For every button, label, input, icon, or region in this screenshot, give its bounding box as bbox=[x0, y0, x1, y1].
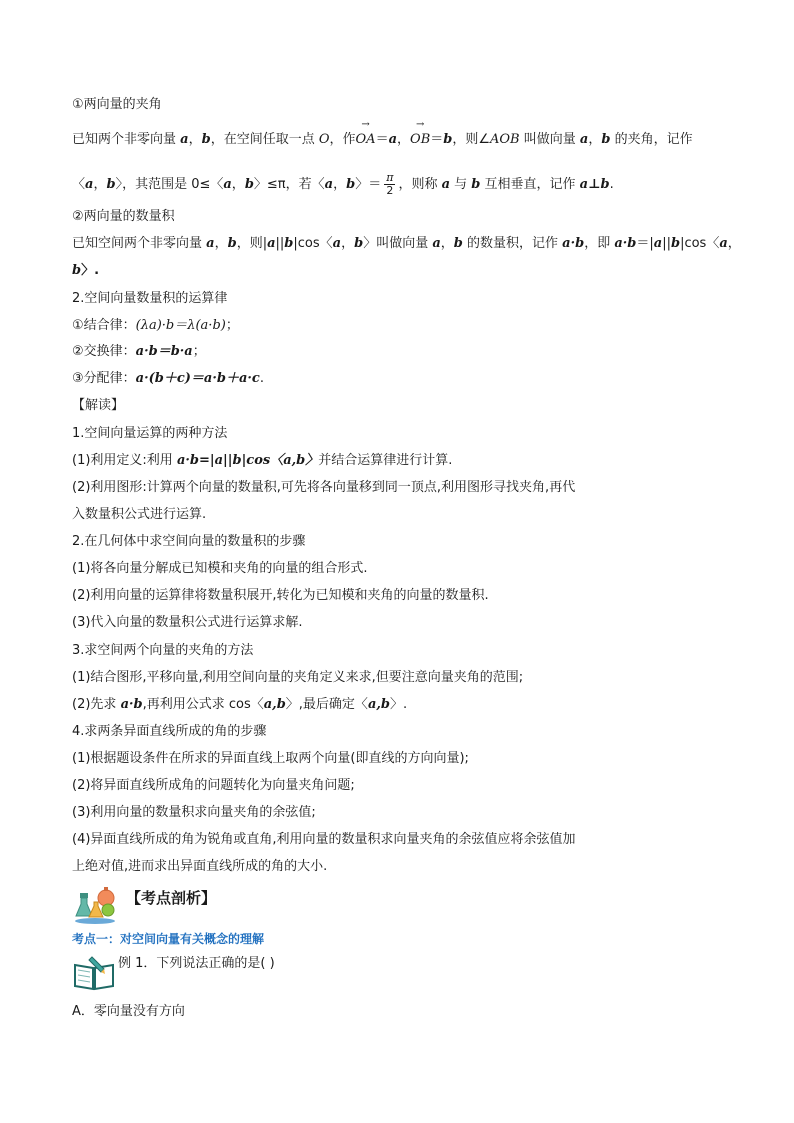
heading-jiedu: 【解读】 bbox=[72, 398, 125, 413]
method1-item2-line1: (2)利用图形:计算两个向量的数量积,可先将各向量移到同一顶点,利用图形寻找夹角,再代 bbox=[72, 480, 576, 495]
law-distributive: ③分配律：a·(b＋c)＝a·b＋a·c. bbox=[72, 371, 264, 386]
method1-item1: (1)利用定义:利用 a·b=|a||b|cos〈a,b〉并结合运算律进行计算. bbox=[72, 453, 453, 468]
method4-title: 4.求两条异面直线所成的角的步骤 bbox=[72, 724, 267, 739]
paragraph-dot-product-definition: 已知空间两个非零向量 a，b，则|a||b|cos〈a，b〉叫做向量 a，b 的数量积，记作 a·b，即 a·b＝|a||b|cos〈a， bbox=[72, 236, 741, 251]
method4-item4-line2: 上绝对值,进而求出异面直线所成的角的大小. bbox=[72, 859, 328, 874]
method1-item2-line2: 入数量积公式进行运算. bbox=[72, 507, 207, 522]
option-a: A．零向量没有方向 bbox=[72, 1004, 185, 1019]
subtitle-point-one: 考点一：对空间向量有关概念的理解 bbox=[72, 932, 265, 946]
method2-item1: (1)将各向量分解成已知模和夹角的向量的组合形式. bbox=[72, 561, 368, 576]
section-title-dot-product: ②两向量的数量积 bbox=[72, 209, 175, 224]
section-title-kaodian: 【考点剖析】 bbox=[126, 889, 217, 907]
book-pencil-icon bbox=[72, 955, 116, 991]
section-title-angle: ①两向量的夹角 bbox=[72, 97, 162, 112]
flask-icon bbox=[72, 884, 118, 924]
paragraph-angle-definition: 已知两个非零向量 a，b，在空间任取一点 O，作→ OA＝a，→ OB＝b，则∠AOB 叫做向量 a，b 的夹角，记作 bbox=[72, 131, 693, 149]
method4-item1: (1)根据题设条件在所求的异面直线上取两个向量(即直线的方向向量); bbox=[72, 751, 469, 766]
method3-title: 3.求空间两个向量的夹角的方法 bbox=[72, 643, 254, 658]
fraction-pi-over-2: $\frac{\pi}{2}$ bbox=[386, 171, 394, 197]
section-title-laws: 2.空间向量数量积的运算律 bbox=[72, 291, 228, 306]
method1-title: 1.空间向量运算的两种方法 bbox=[72, 426, 228, 441]
method4-item4-line1: (4)异面直线所成的角为锐角或直角,利用向量的数量积求向量夹角的余弦值应将余弦值加 bbox=[72, 832, 576, 847]
method4-item3: (3)利用向量的数量积求向量夹角的余弦值; bbox=[72, 805, 316, 820]
law-commutative: ②交换律：a·b＝b·a； bbox=[72, 344, 206, 359]
method3-item1: (1)结合图形,平移向量,利用空间向量的夹角定义来求,但要注意向量夹角的范围; bbox=[72, 670, 524, 685]
method4-item2: (2)将异面直线所成角的问题转化为向量夹角问题; bbox=[72, 778, 355, 793]
example-question: 例 1．下列说法正确的是( ) bbox=[118, 956, 275, 971]
method2-item3: (3)代入向量的数量积公式进行运算求解. bbox=[72, 615, 303, 630]
paragraph-dot-product-end: b〉. bbox=[72, 263, 100, 278]
law-associative: ①结合律：(λa)·b＝λ(a·b)； bbox=[72, 318, 239, 333]
method2-title: 2.在几何体中求空间向量的数量积的步骤 bbox=[72, 534, 306, 549]
method2-item2: (2)利用向量的运算律将数量积展开,转化为已知模和夹角的向量的数量积. bbox=[72, 588, 489, 603]
paragraph-angle-range: 〈a，b〉，其范围是 0≤〈a，b〉≤π，若〈a，b〉＝ $\frac{\pi}{2}$ ，则称 a 与 b 互相垂直，记作 a⊥b. bbox=[72, 171, 614, 197]
method3-item2: (2)先求 a·b,再利用公式求 cos〈a,b〉,最后确定〈a,b〉. bbox=[72, 697, 408, 712]
